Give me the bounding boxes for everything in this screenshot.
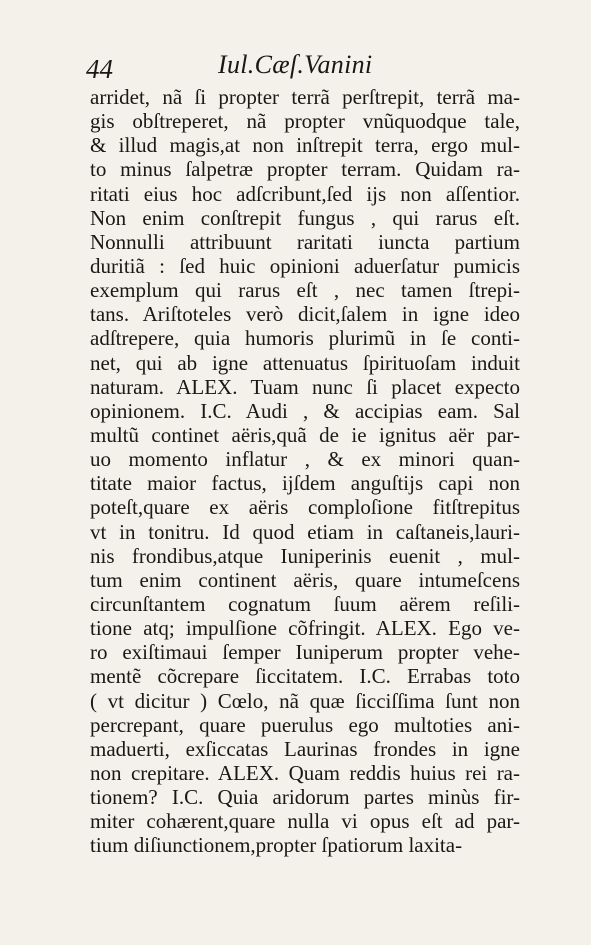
running-head: Iul.Cæſ.Vanini <box>218 50 373 79</box>
text-line: ( vt dicitur ) Cœlo, nã quæ ſicciſſima ſunt non <box>90 688 520 713</box>
text-line: to minus ſalpetræ propter terram. Quidam ra- <box>90 157 520 182</box>
text-line: duritiã : ſed huic opinioni aduerſatur pumicis <box>90 253 520 278</box>
text-line: percrepant, quare puerulus ego multoties ani- <box>90 712 520 737</box>
text-line: exemplum qui rarus eſt , nec tamen ſtrepi- <box>90 278 520 303</box>
text-line: mentẽ cõcrepare ſiccitatem. I.C. Errabas toto <box>90 664 520 689</box>
text-line: & illud magis,at non inſtrepit terra, ergo mul- <box>90 133 520 158</box>
text-line: poteſt,quare ex aëris comploſione fitſtrepitus <box>90 495 520 520</box>
text-line: tione atq; impulſione cõfringit. ALEX. Ego ve- <box>90 616 520 641</box>
text-line: maduerti, exſiccatas Laurinas frondes in igne <box>90 736 520 761</box>
text-line: naturam. ALEX. Tuam nunc ſi placet expecto <box>90 374 520 399</box>
text-line: gis obſtreperet, nã propter vnũquodque tale, <box>90 109 520 134</box>
text-line: ritati eius hoc adſcribunt,ſed ijs non aſſentior. <box>90 181 520 206</box>
text-line: adſtrepere, quia humoris plurimũ in ſe conti- <box>90 326 520 351</box>
text-line: tionem? I.C. Quia aridorum partes minùs fir- <box>90 785 520 810</box>
text-line: non crepitare. ALEX. Quam reddis huius rei ra- <box>90 760 520 785</box>
text-line: opinionem. I.C. Audi , & accipias eam. Sal <box>90 398 520 423</box>
text-line: Nonnulli attribuunt raritati iuncta partium <box>90 229 520 254</box>
text-line: vt in tonitru. Id quod etiam in caſtaneis,lauri- <box>90 519 520 544</box>
text-line: ro exiſtimaui ſemper Iuniperum propter vehe- <box>90 640 520 665</box>
text-line: tium diſiunctionem,propter ſpatiorum laxita- <box>90 833 463 858</box>
page-header <box>86 50 526 84</box>
text-line: miter cohærent,quare nulla vi opus eſt ad par- <box>90 809 520 834</box>
body-text <box>90 85 520 858</box>
text-line: net, qui ab igne attenuatus ſpirituoſam induit <box>90 350 520 375</box>
text-line: nis frondibus,atque Iuniperinis euenit , mul- <box>90 543 520 568</box>
text-line: multũ continet aëris,quã de ie ignitus aër par- <box>90 422 520 447</box>
text-line: titate maior factus, ijſdem anguſtijs capi non <box>90 471 520 496</box>
text-line: tum enim continent aëris, quare intumeſcens <box>90 567 520 592</box>
text-line: uo momento inflatur , & ex minori quan- <box>90 447 520 472</box>
text-line: arridet, nã ſi propter terrã perſtrepit, terrã ma- <box>90 85 520 109</box>
text-line: Non enim conſtrepit fungus , qui rarus eſt. <box>90 205 520 230</box>
text-line: circunſtantem cognatum ſuum aërem reſili- <box>90 591 520 616</box>
page-number: 44 <box>86 54 113 84</box>
text-line: tans. Ariſtoteles verò dicit,ſalem in igne ideo <box>90 302 520 327</box>
